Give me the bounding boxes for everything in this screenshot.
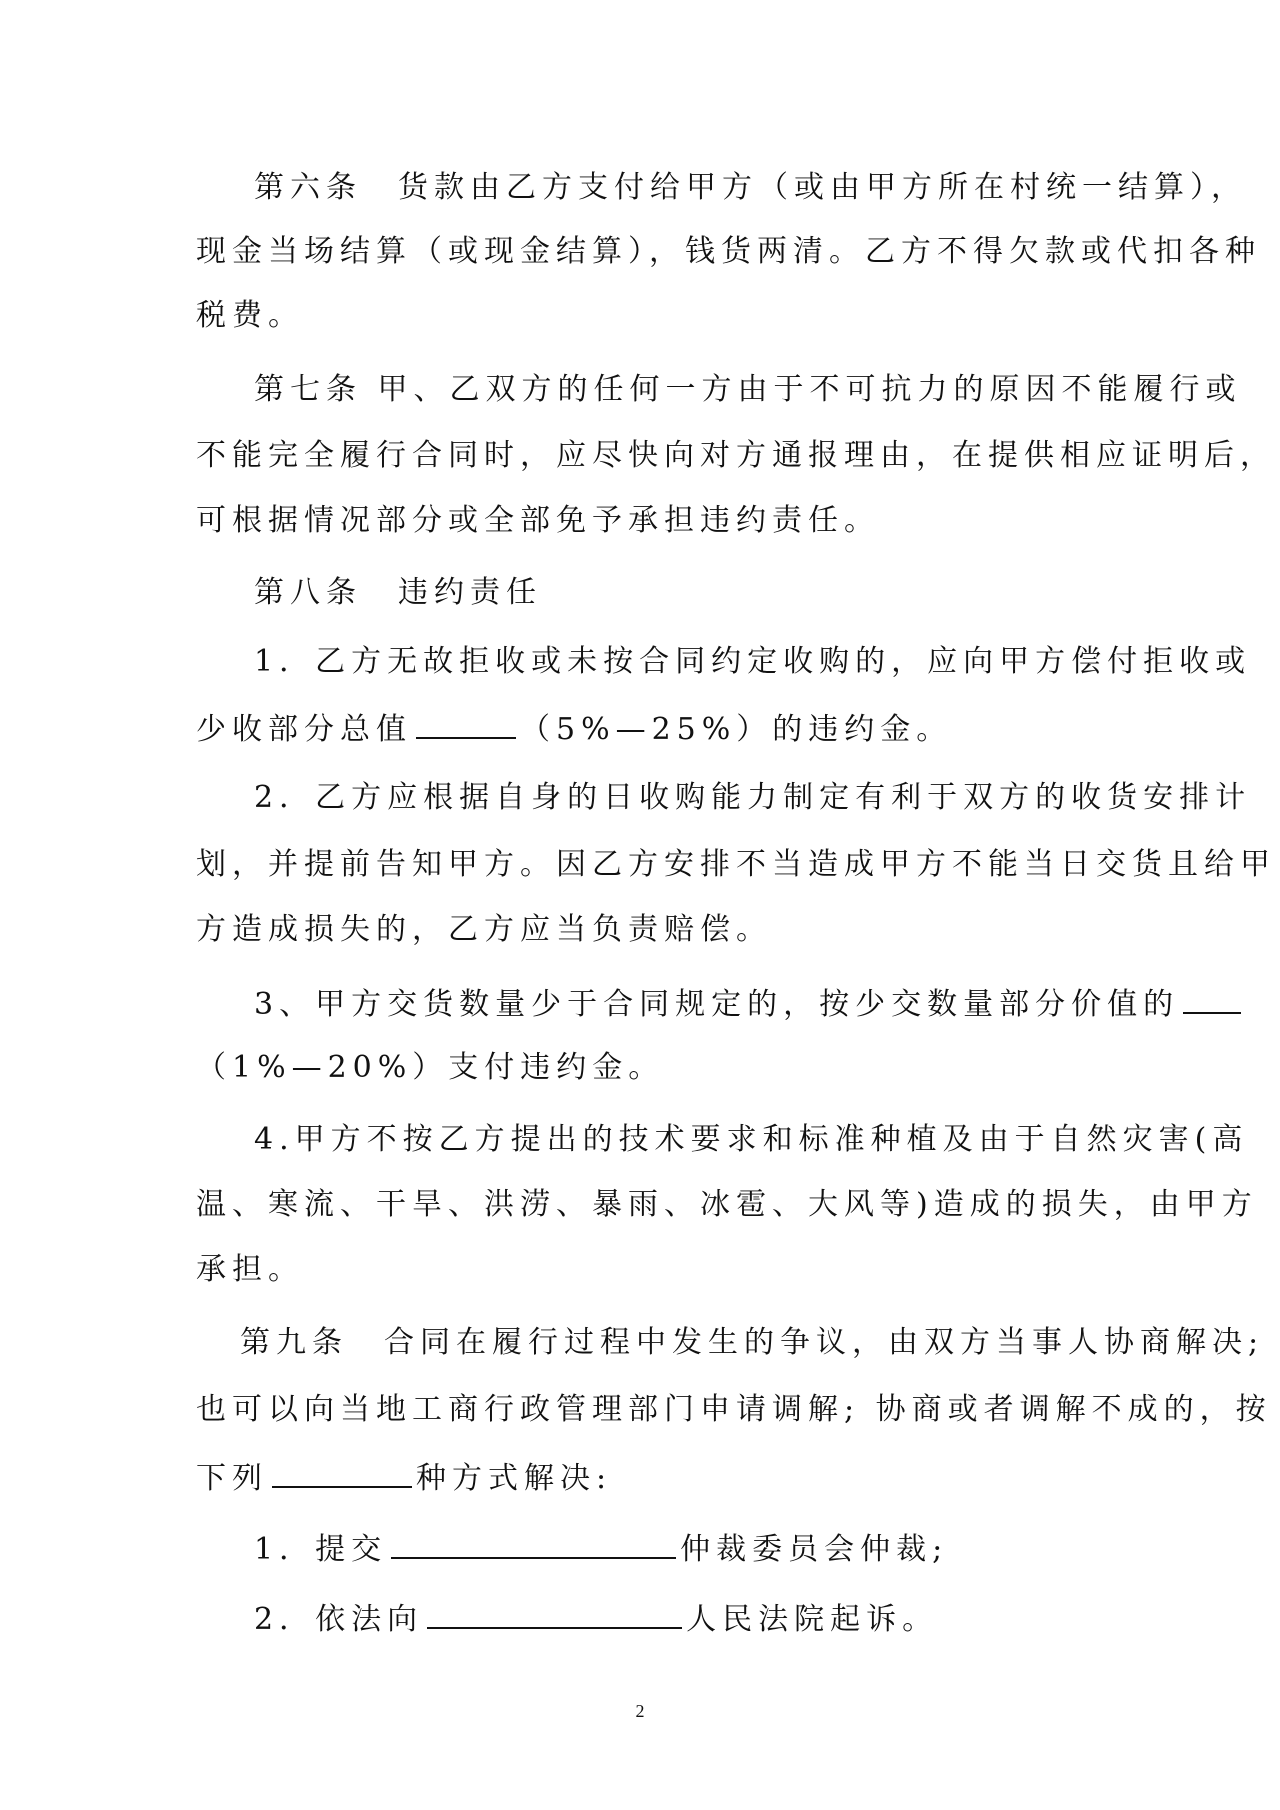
option2-text-after-blank: 人民法院起诉。 [686, 1602, 939, 1637]
page-number: 2 [635, 1701, 645, 1721]
article7-line3: 可根据情况部分或全部免予承担违约责任。 [196, 503, 880, 538]
court-name-blank[interactable] [427, 1597, 682, 1629]
item1-text-before-blank: 少收部分总值 [196, 712, 412, 747]
article8-item2-line2: 划，并提前告知甲方。因乙方安排不当造成甲方不能当日交货且给甲 [196, 847, 1276, 882]
option2-text-before-blank: 2．依法向 [254, 1602, 424, 1637]
item3-text-before-blank: 3、甲方交货数量少于合同规定的，按少交数量部分价值的 [254, 987, 1180, 1022]
article9-line1: 第九条 合同在履行过程中发生的争议，由双方当事人协商解决; [240, 1325, 1265, 1360]
shortfall-rate-blank[interactable] [1183, 982, 1241, 1014]
article6-line1: 第六条 货款由乙方支付给甲方（或由甲方所在村统一结算）， [254, 170, 1247, 205]
item1-text-after-blank: （5%—25%）的违约金。 [520, 712, 953, 747]
article9-text-after-blank: 种方式解决: [416, 1461, 613, 1496]
article9-option2 [254, 1597, 1096, 1637]
article8-item3-line1 [254, 982, 1180, 1022]
arbitration-committee-blank[interactable] [391, 1527, 676, 1559]
article9-option1 [254, 1527, 1096, 1567]
article9-line2: 也可以向当地工商行政管理部门申请调解; 协商或者调解不成的，按 [196, 1392, 1272, 1427]
article6-line3: 税费。 [196, 298, 304, 333]
article8-item1-line1: 1．乙方无故拒收或未按合同约定收购的，应向甲方偿付拒收或 [254, 644, 1252, 679]
article9-text-before-blank: 下列 [196, 1461, 268, 1496]
penalty-rate-blank[interactable] [416, 707, 516, 739]
article6-line2: 现金当场结算（或现金结算），钱货两清。乙方不得欠款或代扣各种 [196, 234, 1261, 269]
option1-text-before-blank: 1．提交 [254, 1532, 388, 1567]
option1-text-after-blank: 仲裁委员会仲裁; [680, 1532, 949, 1567]
article8-item3-line2: （1%—20%）支付违约金。 [196, 1050, 665, 1085]
article9-line3 [196, 1456, 1096, 1496]
article8-item1-line2 [196, 707, 1096, 747]
article7-line2: 不能完全履行合同时，应尽快向对方通报理由，在提供相应证明后， [196, 438, 1276, 473]
resolution-method-blank[interactable] [272, 1456, 412, 1488]
article8-item4-line3: 承担。 [196, 1252, 304, 1287]
article7-line1: 第七条 甲、乙双方的任何一方由于不可抗力的原因不能履行或 [254, 372, 1242, 407]
article8-item4-line1: 4.甲方不按乙方提出的技术要求和标准种植及由于自然灾害(高 [254, 1122, 1249, 1157]
article8-item4-line2: 温、寒流、干旱、洪涝、暴雨、冰雹、大风等)造成的损失，由甲方 [196, 1187, 1258, 1222]
article8-heading: 第八条 违约责任 [254, 575, 542, 610]
article8-item2-line1: 2．乙方应根据自身的日收购能力制定有利于双方的收货安排计 [254, 780, 1252, 815]
article8-item2-line3: 方造成损失的，乙方应当负责赔偿。 [196, 912, 772, 947]
